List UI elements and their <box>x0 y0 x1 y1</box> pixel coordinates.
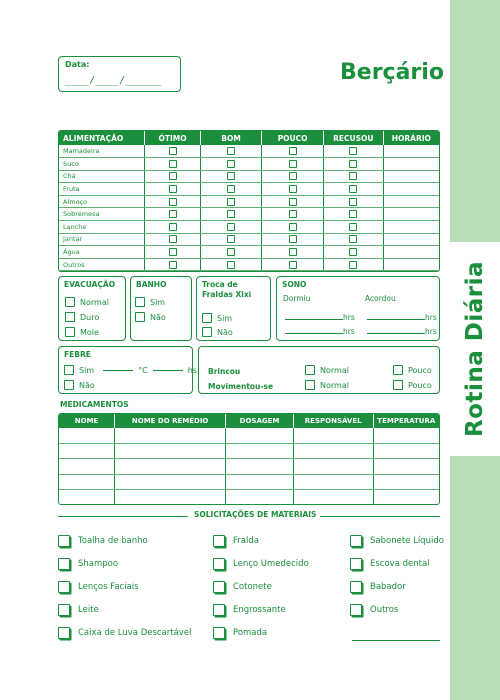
medication-cell[interactable] <box>115 490 226 505</box>
checkbox[interactable] <box>169 198 177 206</box>
checkbox[interactable] <box>169 248 177 256</box>
feeding-col-header: HORÁRIO <box>383 131 439 145</box>
material-label: Babador <box>370 582 406 592</box>
checkbox[interactable] <box>349 147 357 155</box>
checkbox[interactable] <box>135 297 145 307</box>
feeding-rating-cell <box>323 195 383 208</box>
medication-row <box>59 474 439 489</box>
medication-cell[interactable] <box>59 474 115 489</box>
sleep-title: SONO <box>282 280 307 289</box>
checkbox[interactable] <box>289 223 297 231</box>
checkbox[interactable] <box>349 210 357 218</box>
feeding-row <box>59 221 439 234</box>
checkbox[interactable] <box>289 147 297 155</box>
diaper-option-nao[interactable]: Não <box>202 327 233 337</box>
moved-option-pouco[interactable]: Pouco <box>393 380 432 390</box>
checkbox[interactable] <box>227 160 235 168</box>
feeding-time-cell[interactable] <box>383 258 439 271</box>
checkbox[interactable] <box>289 172 297 180</box>
checkbox[interactable] <box>65 327 75 337</box>
checkbox[interactable] <box>202 327 212 337</box>
material-item[interactable] <box>213 581 272 593</box>
feeding-col-header: ALIMENTAÇÃO <box>59 131 145 145</box>
feeding-item-label: Suco <box>59 158 145 171</box>
checkbox[interactable] <box>169 185 177 193</box>
feeding-rating-cell <box>145 208 201 221</box>
material-label: Fralda <box>233 536 259 546</box>
material-item[interactable] <box>213 535 259 547</box>
feeding-table <box>58 130 440 272</box>
checkbox[interactable] <box>349 172 357 180</box>
feeding-time-cell[interactable] <box>383 221 439 234</box>
feeding-item-label: Almoço <box>59 195 145 208</box>
checkbox[interactable] <box>227 235 235 243</box>
checkbox[interactable] <box>349 261 357 269</box>
feeding-row <box>59 208 439 221</box>
feeding-rating-cell <box>262 233 324 246</box>
checkbox[interactable] <box>227 147 235 155</box>
played-label: Brincou <box>208 367 241 376</box>
feeding-rating-cell <box>323 233 383 246</box>
medication-cell[interactable] <box>373 490 439 505</box>
evacuation-option-duro[interactable]: Duro <box>65 312 99 322</box>
diaper-option-sim[interactable]: Sim <box>202 313 232 323</box>
feeding-time-cell[interactable] <box>383 183 439 196</box>
medication-col-header: TEMPERATURA <box>373 414 439 428</box>
medication-col-header: NOME <box>59 414 115 428</box>
feeding-time-cell[interactable] <box>383 233 439 246</box>
checkbox[interactable] <box>349 235 357 243</box>
checkbox[interactable] <box>350 558 362 570</box>
evacuation-option-normal[interactable]: Normal <box>65 297 109 307</box>
evacuation-title: EVACUAÇÃO <box>64 280 116 289</box>
medication-cell[interactable] <box>226 443 294 458</box>
material-label: Engrossante <box>233 605 286 615</box>
feeding-rating-cell <box>262 208 324 221</box>
feeding-time-cell[interactable] <box>383 145 439 158</box>
medication-cell[interactable] <box>226 428 294 443</box>
feeding-item-label: Fruta <box>59 183 145 196</box>
materials-title: SOLICITAÇÕES DE MATERIAIS <box>190 510 320 519</box>
checkbox[interactable] <box>213 627 225 639</box>
feeding-row <box>59 170 439 183</box>
medication-cell[interactable] <box>59 459 115 474</box>
feeding-rating-cell <box>323 158 383 171</box>
feeding-item-label: Lanche <box>59 221 145 234</box>
checkbox[interactable] <box>64 365 74 375</box>
checkbox[interactable] <box>289 198 297 206</box>
checkbox[interactable] <box>227 223 235 231</box>
slept-time-1[interactable]: hrs <box>285 313 355 322</box>
checkbox[interactable] <box>349 223 357 231</box>
material-item[interactable] <box>58 627 191 639</box>
feeding-rating-cell <box>145 195 201 208</box>
checkbox[interactable] <box>58 535 70 547</box>
feeding-rating-cell <box>262 183 324 196</box>
material-label: Lenços Faciais <box>78 582 139 592</box>
checkbox[interactable] <box>289 160 297 168</box>
played-option-normal[interactable]: Normal <box>305 365 349 375</box>
slept-time-2[interactable]: hrs <box>285 327 355 336</box>
fever-option-nao[interactable]: Não <box>64 380 95 390</box>
feeding-row <box>59 195 439 208</box>
medication-cell[interactable] <box>373 459 439 474</box>
material-label: Cotonete <box>233 582 272 592</box>
bath-title: BANHO <box>136 280 167 289</box>
checkbox[interactable] <box>350 535 362 547</box>
feeding-row <box>59 158 439 171</box>
feeding-time-cell[interactable] <box>383 246 439 259</box>
medication-col-header: DOSAGEM <box>226 414 294 428</box>
feeding-rating-cell <box>323 221 383 234</box>
checkbox[interactable] <box>58 627 70 639</box>
feeding-rating-cell <box>200 258 261 271</box>
checkbox[interactable] <box>65 297 75 307</box>
medication-cell[interactable] <box>59 428 115 443</box>
feeding-rating-cell <box>323 145 383 158</box>
date-field[interactable]: ____/____/______ <box>65 75 162 86</box>
feeding-time-cell[interactable] <box>383 208 439 221</box>
feeding-rating-cell <box>200 170 261 183</box>
diaper-box <box>196 276 271 341</box>
material-label: Escova dental <box>370 559 430 569</box>
checkbox[interactable] <box>227 248 235 256</box>
checkbox[interactable] <box>58 604 70 616</box>
activity-box <box>198 346 440 394</box>
material-item[interactable] <box>58 604 99 616</box>
feeding-rating-cell <box>200 145 261 158</box>
side-band-top <box>450 0 500 242</box>
feeding-col-header: BOM <box>200 131 261 145</box>
material-item[interactable] <box>213 558 309 570</box>
checkbox[interactable] <box>169 235 177 243</box>
date-box[interactable] <box>58 56 181 92</box>
feeding-row <box>59 246 439 259</box>
feeding-item-label: Sobremesa <box>59 208 145 221</box>
medication-cell[interactable] <box>115 474 226 489</box>
material-item[interactable] <box>350 581 406 593</box>
bath-option-sim[interactable]: Sim <box>135 297 165 307</box>
feeding-rating-cell <box>262 170 324 183</box>
feeding-rating-cell <box>262 258 324 271</box>
moved-label: Movimentou-se <box>208 382 274 391</box>
checkbox[interactable] <box>305 380 315 390</box>
material-item[interactable] <box>350 604 398 616</box>
bath-option-nao[interactable]: Não <box>135 312 166 322</box>
material-label: Lenço Umedecido <box>233 559 309 569</box>
checkbox[interactable] <box>227 198 235 206</box>
checkbox[interactable] <box>349 248 357 256</box>
feeding-row <box>59 233 439 246</box>
feeding-row <box>59 145 439 158</box>
medication-row <box>59 443 439 458</box>
feeding-rating-cell <box>323 183 383 196</box>
checkbox[interactable] <box>289 210 297 218</box>
checkbox[interactable] <box>169 160 177 168</box>
medication-cell[interactable] <box>59 443 115 458</box>
feeding-rating-cell <box>200 208 261 221</box>
feeding-rating-cell <box>145 170 201 183</box>
feeding-rating-cell <box>200 246 261 259</box>
checkbox[interactable] <box>350 581 362 593</box>
checkbox[interactable] <box>227 261 235 269</box>
played-option-pouco[interactable]: Pouco <box>393 365 432 375</box>
medications-title: MEDICAMENTOS <box>60 400 129 409</box>
material-label: Outros <box>370 605 399 615</box>
material-item[interactable] <box>213 627 267 639</box>
feeding-rating-cell <box>323 208 383 221</box>
medication-cell[interactable] <box>373 428 439 443</box>
medication-cell[interactable] <box>226 474 294 489</box>
medication-cell[interactable] <box>293 459 373 474</box>
feeding-rating-cell <box>200 183 261 196</box>
checkbox[interactable] <box>289 261 297 269</box>
checkbox[interactable] <box>227 185 235 193</box>
medication-cell[interactable] <box>293 474 373 489</box>
feeding-rating-cell <box>200 233 261 246</box>
sleep-box <box>276 276 440 341</box>
feeding-rating-cell <box>323 170 383 183</box>
feeding-rating-cell <box>262 195 324 208</box>
checkbox[interactable] <box>58 581 70 593</box>
material-item[interactable] <box>58 558 118 570</box>
medications-table <box>58 413 440 505</box>
checkbox[interactable] <box>213 558 225 570</box>
medication-row <box>59 459 439 474</box>
checkbox[interactable] <box>64 380 74 390</box>
checkbox[interactable] <box>65 312 75 322</box>
woke-time-1[interactable]: hrs <box>367 313 437 322</box>
material-label: Shampoo <box>78 559 119 569</box>
woke-time-2[interactable]: hrs <box>367 327 437 336</box>
checkbox[interactable] <box>289 248 297 256</box>
medication-cell[interactable] <box>293 490 373 505</box>
checkbox[interactable] <box>58 558 70 570</box>
material-label: Toalha de banho <box>78 536 148 546</box>
evacuation-option-mole[interactable]: Mole <box>65 327 99 337</box>
material-label: Sabonete Líquido <box>370 536 444 546</box>
feeding-item-label: Jantar <box>59 233 145 246</box>
medication-cell[interactable] <box>115 443 226 458</box>
checkbox[interactable] <box>349 198 357 206</box>
feeding-col-header: POUCO <box>262 131 324 145</box>
material-label: Caixa de Luva Descartável <box>78 628 192 638</box>
feeding-row <box>59 258 439 271</box>
feeding-item-label: Chá <box>59 170 145 183</box>
feeding-rating-cell <box>200 221 261 234</box>
medication-row <box>59 490 439 505</box>
material-label: Pomada <box>233 628 268 638</box>
medication-cell[interactable] <box>115 459 226 474</box>
material-label: Leite <box>78 605 99 615</box>
checkbox[interactable] <box>213 581 225 593</box>
feeding-rating-cell <box>145 221 201 234</box>
side-title: Rotina Diária <box>462 260 489 438</box>
checkbox[interactable] <box>213 604 225 616</box>
checkbox[interactable] <box>169 172 177 180</box>
material-item[interactable] <box>58 535 148 547</box>
material-item[interactable] <box>213 604 286 616</box>
feeding-rating-cell <box>323 258 383 271</box>
slept-label: Dormiu <box>283 294 311 303</box>
checkbox[interactable] <box>227 172 235 180</box>
feeding-rating-cell <box>200 195 261 208</box>
checkbox[interactable] <box>227 210 235 218</box>
feeding-rating-cell <box>262 246 324 259</box>
medication-cell[interactable] <box>115 428 226 443</box>
medication-row <box>59 428 439 443</box>
medication-col-header: RESPONSÁVEL <box>293 414 373 428</box>
material-item[interactable] <box>58 581 139 593</box>
checkbox[interactable] <box>349 185 357 193</box>
feeding-rating-cell <box>145 233 201 246</box>
feeding-rating-cell <box>145 158 201 171</box>
other-material-line[interactable] <box>352 640 440 641</box>
evacuation-box <box>58 276 126 341</box>
medication-cell[interactable] <box>226 459 294 474</box>
feeding-rating-cell <box>200 158 261 171</box>
checkbox[interactable] <box>393 365 403 375</box>
page-title: Berçário <box>340 60 444 85</box>
feeding-rating-cell <box>262 221 324 234</box>
material-item[interactable] <box>350 558 430 570</box>
checkbox[interactable] <box>350 604 362 616</box>
medication-cell[interactable] <box>293 428 373 443</box>
feeding-item-label: Água <box>59 246 145 259</box>
feeding-col-header: RECUSOU <box>323 131 383 145</box>
feeding-rating-cell <box>262 145 324 158</box>
feeding-col-header: ÓTIMO <box>145 131 201 145</box>
checkbox[interactable] <box>289 235 297 243</box>
checkbox[interactable] <box>305 365 315 375</box>
fever-title: FEBRE <box>64 350 91 359</box>
feeding-row <box>59 183 439 196</box>
medication-cell[interactable] <box>226 490 294 505</box>
woke-label: Acordou <box>365 294 396 303</box>
diaper-title: Troca de Fraldas Xixi <box>202 280 252 299</box>
medication-cell[interactable] <box>373 443 439 458</box>
feeding-item-label: Outros <box>59 258 145 271</box>
feeding-rating-cell <box>323 246 383 259</box>
checkbox[interactable] <box>289 185 297 193</box>
feeding-item-label: Mamadeira <box>59 145 145 158</box>
date-label: Data: <box>65 60 90 69</box>
feeding-rating-cell <box>145 258 201 271</box>
medication-col-header: NOME DO REMÉDIO <box>115 414 226 428</box>
moved-option-normal[interactable]: Normal <box>305 380 349 390</box>
feeding-time-cell[interactable] <box>383 170 439 183</box>
feeding-rating-cell <box>145 246 201 259</box>
feeding-rating-cell <box>145 183 201 196</box>
feeding-time-cell[interactable] <box>383 158 439 171</box>
checkbox[interactable] <box>169 147 177 155</box>
checkbox[interactable] <box>169 210 177 218</box>
bath-box <box>130 276 192 341</box>
medication-cell[interactable] <box>373 474 439 489</box>
fever-option-sim[interactable]: Sim °C hs <box>64 365 197 375</box>
checkbox[interactable] <box>349 160 357 168</box>
checkbox[interactable] <box>202 313 212 323</box>
material-item[interactable] <box>350 535 444 547</box>
checkbox[interactable] <box>135 312 145 322</box>
checkbox[interactable] <box>169 261 177 269</box>
materials-title-row <box>58 510 440 522</box>
fever-box <box>58 346 197 394</box>
feeding-time-cell[interactable] <box>383 195 439 208</box>
medication-cell[interactable] <box>59 490 115 505</box>
side-band-bottom <box>450 456 500 700</box>
checkbox[interactable] <box>393 380 403 390</box>
checkbox[interactable] <box>213 535 225 547</box>
medication-cell[interactable] <box>293 443 373 458</box>
checkbox[interactable] <box>169 223 177 231</box>
feeding-rating-cell <box>145 145 201 158</box>
feeding-rating-cell <box>262 158 324 171</box>
